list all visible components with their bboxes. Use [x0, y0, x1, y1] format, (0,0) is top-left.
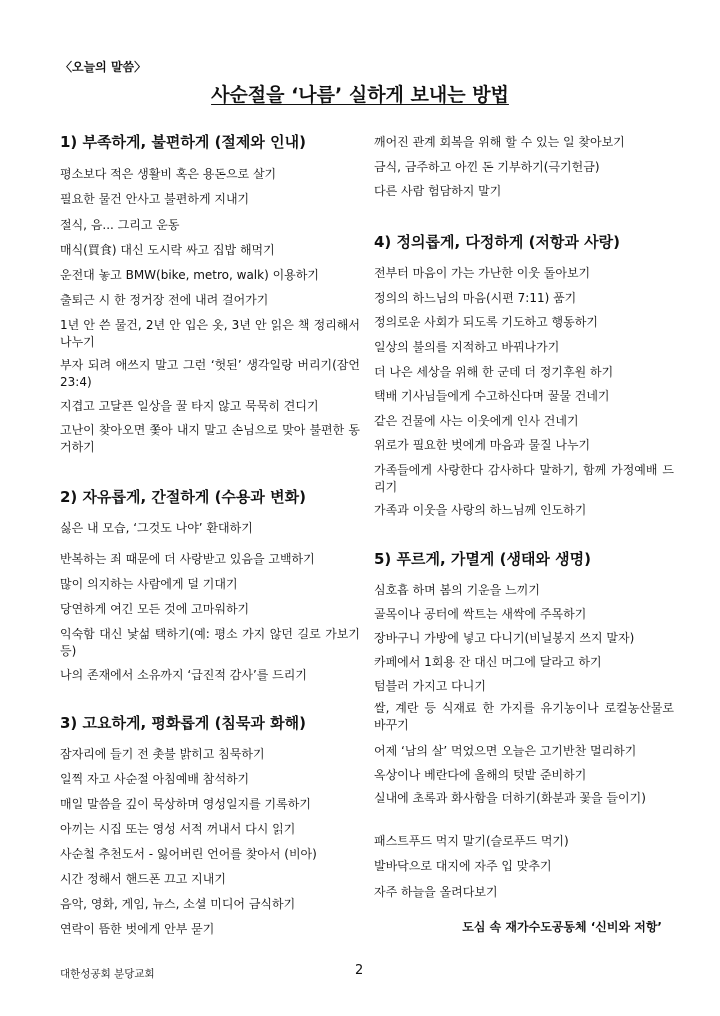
- credit-line: 도심 속 재가수도공동체 ‘신비와 저항’: [462, 920, 662, 934]
- list-item: 많이 의지하는 사람에게 덜 기대기: [60, 577, 238, 591]
- list-item: 음악, 영화, 게임, 뉴스, 소셜 미디어 금식하기: [60, 897, 296, 911]
- list-item: 정의로운 사회가 되도록 기도하고 행동하기: [374, 315, 598, 329]
- list-item: 사순철 추천도서 - 잃어버린 언어를 찾아서 (비아): [60, 847, 317, 861]
- section-heading: 1) 부족하게, 불편하게 (절제와 인내): [60, 133, 306, 151]
- section-tag: 〈오늘의 말씀〉: [60, 60, 147, 74]
- list-item: 깨어진 관계 회복을 위해 할 수 있는 일 찾아보기: [374, 135, 625, 149]
- list-item: 심호흡 하며 봄의 기운을 느끼기: [374, 583, 540, 597]
- list-item: 아끼는 시집 또는 영성 서적 꺼내서 다시 읽기: [60, 822, 296, 836]
- list-item: 평소보다 적은 생활비 혹은 용돈으로 살기: [60, 167, 277, 181]
- list-item: 자주 하늘을 올려다보기: [374, 885, 498, 899]
- list-item: 출퇴근 시 한 정거장 전에 내려 걸어가기: [60, 293, 269, 307]
- list-item: 패스트푸드 먹지 말기(슬로푸드 먹기): [374, 834, 569, 848]
- list-item: 실내에 초록과 화사함을 더하기(화분과 꽃을 들이기): [374, 791, 646, 805]
- list-item: 금식, 금주하고 아낀 돈 기부하기(극기헌금): [374, 160, 600, 174]
- list-item: 잠자리에 들기 전 촛불 밝히고 침묵하기: [60, 747, 265, 761]
- list-item: 더 나은 세상을 위해 한 군데 더 정기후원 하기: [374, 365, 614, 379]
- section-heading: 5) 푸르게, 가멸게 (생태와 생명): [374, 550, 591, 568]
- list-item: 위로가 필요한 벗에게 마음과 물질 나누기: [374, 438, 591, 452]
- section-heading: 3) 고요하게, 평화롭게 (침묵과 화해): [60, 714, 306, 732]
- list-item: 어제 ‘남의 살’ 먹었으면 오늘은 고기반찬 멀리하기: [374, 744, 637, 758]
- list-item: 같은 건물에 사는 이웃에게 인사 건네기: [374, 414, 579, 428]
- list-item: 부자 되려 애쓰지 말고 그런 ‘헛된’ 생각일랑 버리기(잠언 23:4): [60, 358, 360, 389]
- list-item: 반복하는 죄 때문에 더 사랑받고 있음을 고백하기: [60, 552, 315, 566]
- list-item: 가족들에게 사랑한다 감사하다 말하기, 함께 가정예배 드리기: [374, 463, 674, 494]
- list-item: 매식(買食) 대신 도시락 싸고 집밥 해먹기: [60, 243, 275, 257]
- section-heading: 2) 자유롭게, 간절하게 (수용과 변화): [60, 488, 306, 506]
- list-item: 택배 기사님들에게 수고하신다며 꿀물 건네기: [374, 389, 610, 403]
- list-item: 전부터 마음이 가는 가난한 이웃 돌아보기: [374, 266, 591, 280]
- list-item: 연락이 뜸한 벗에게 안부 묻기: [60, 922, 215, 936]
- list-item: 텀블러 가지고 다니기: [374, 679, 486, 693]
- list-item: 나의 존재에서 소유까지 ‘급진적 감사’를 드리기: [60, 668, 307, 682]
- list-item: 매일 말씀을 깊이 묵상하며 영성일지를 기록하기: [60, 797, 311, 811]
- list-item: 싫은 내 모습, ‘그것도 나야’ 환대하기: [60, 521, 253, 535]
- list-item: 시간 정해서 핸드폰 끄고 지내기: [60, 872, 226, 886]
- list-item: 1년 안 쓴 물건, 2년 안 입은 옷, 3년 안 읽은 책 정리해서 나누기: [60, 318, 360, 349]
- list-item: 익숙함 대신 낯섦 택하기(예: 평소 가지 않던 길로 가보기 등): [60, 627, 360, 658]
- list-item: 가족과 이웃을 사랑의 하느님께 인도하기: [374, 503, 587, 517]
- list-item: 카페에서 1회용 잔 대신 머그에 달라고 하기: [374, 655, 602, 669]
- page-number: 2: [355, 963, 364, 978]
- list-item: 절식, 음... 그리고 운동: [60, 218, 180, 232]
- list-item: 운전대 놓고 BMW(bike, metro, walk) 이용하기: [60, 268, 319, 282]
- list-item: 정의의 하느님의 마음(시편 7:11) 품기: [374, 291, 577, 305]
- list-item: 쌀, 계란 등 식재료 한 가지를 유기농이나 로컬농산물로 바꾸기: [374, 701, 674, 732]
- list-item: 발바닥으로 대지에 자주 입 맞추기: [374, 859, 552, 873]
- list-item: 필요한 물건 안사고 불편하게 지내기: [60, 192, 250, 206]
- list-item: 옥상이나 베란다에 올해의 텃밭 준비하기: [374, 768, 587, 782]
- list-item: 장바구니 가방에 넣고 다니기(비닐봉지 쓰지 말자): [374, 631, 635, 645]
- list-item: 일찍 자고 사순절 아침예배 참석하기: [60, 772, 250, 786]
- list-item: 골목이나 공터에 싹트는 새싹에 주목하기: [374, 607, 587, 621]
- section-heading: 4) 정의롭게, 다정하게 (저항과 사랑): [374, 233, 620, 251]
- page-title-text: 사순절을 ‘나름’ 실하게 보내는 방법: [211, 84, 509, 106]
- list-item: 당연하게 여긴 모든 것에 고마워하기: [60, 602, 250, 616]
- list-item: 일상의 불의를 지적하고 바꿔나가기: [374, 340, 560, 354]
- page-title: [0, 80, 720, 107]
- list-item: 지겹고 고달픈 일상을 꿀 타지 않고 묵묵히 견디기: [60, 399, 319, 413]
- footer-church-name: 대한성공회 분당교회: [60, 968, 155, 980]
- list-item: 다른 사람 험담하지 말기: [374, 184, 502, 198]
- list-item: 고난이 찾아오면 쫓아 내지 말고 손님으로 맞아 불편한 동거하기: [60, 423, 360, 454]
